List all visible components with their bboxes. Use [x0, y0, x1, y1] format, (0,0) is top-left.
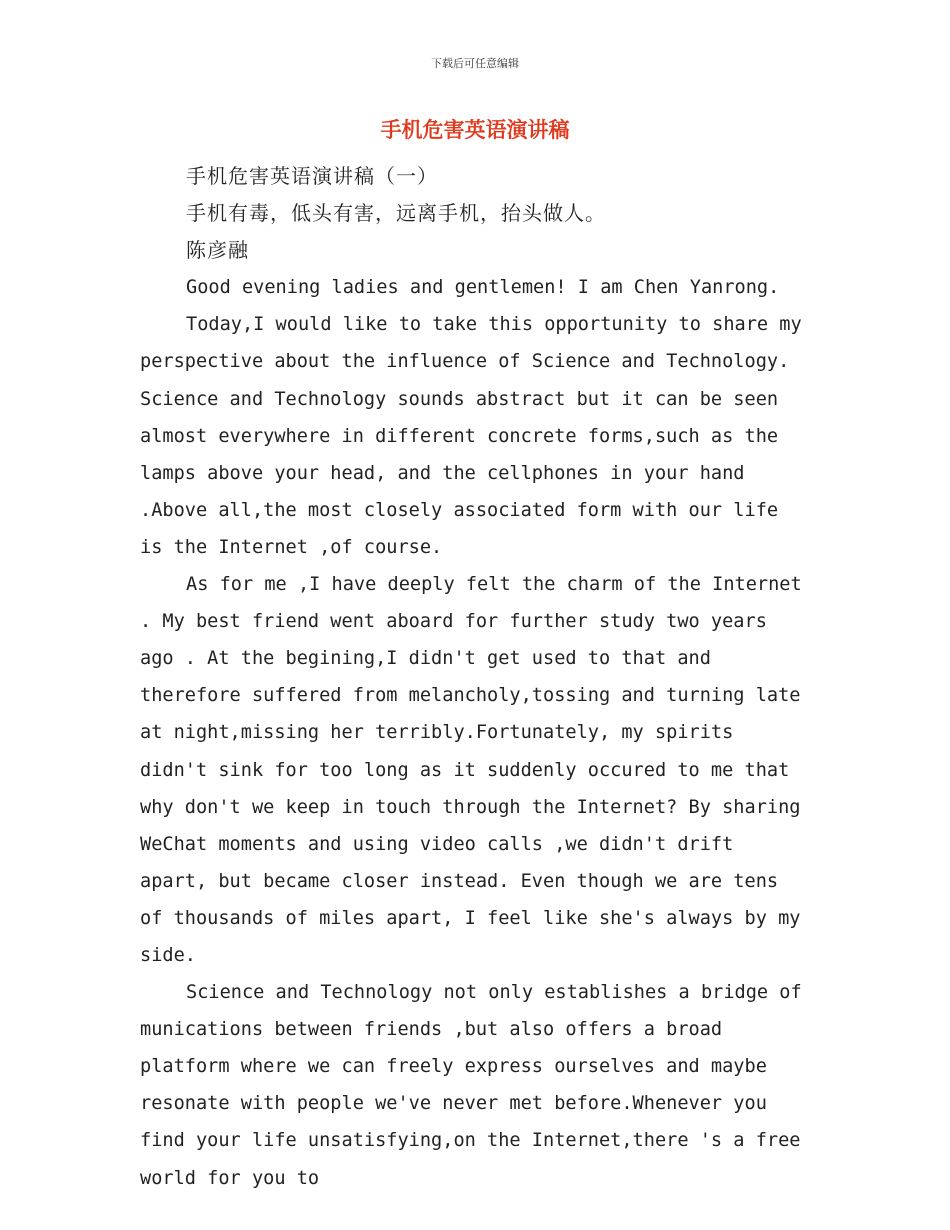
page-header-note: 下载后可任意编辑 — [431, 57, 519, 70]
body-paragraph: Science and Technology not only establishes a bridge of munications between friends ,but also offers a broad platform where we can freely express ourselves and maybe resonate with people we've never met before.Whenever you find your life unsatisfying,on the Internet,there 's a free world for you to — [140, 982, 802, 1189]
body-paragraph: As for me ,I have deeply felt the charm of the Internet . My best friend went aboard for further study two years ago . At the begining,I didn't get used to that and therefore suffered from melancholy,tossing and turning late at night,missing her terribly.Fortunately, my spirits didn't sink for too long as it suddenly occured to me that why don't we keep in touch through the Internet? By sharing WeChat moments and using video calls ,we didn't drift apart, but became closer instead. Even though we are tens of thousands of miles apart, I feel like she's always by my side. — [140, 574, 802, 966]
document-body — [140, 158, 805, 1197]
body-paragraph: Today,I would like to take this opportunity to share my perspective about the influence of Science and Technology. Science and Technology sounds abstract but it can be seen almost everywhere in different concrete forms,such as the lamps above your head, and the cellphones in your hand .Above all,the most closely associated form with our life is the Internet ,of course. — [140, 314, 802, 558]
document-title: 手机危害英语演讲稿 — [380, 118, 570, 142]
slogan-paragraph: 手机有毒，低头有害，远离手机，抬头做人。 — [186, 201, 606, 226]
subtitle-paragraph: 手机危害英语演讲稿（一） — [186, 164, 438, 188]
author-name: 陈彦融 — [186, 238, 249, 263]
body-paragraph: Good evening ladies and gentlemen! I am Chen Yanrong. — [186, 277, 780, 299]
